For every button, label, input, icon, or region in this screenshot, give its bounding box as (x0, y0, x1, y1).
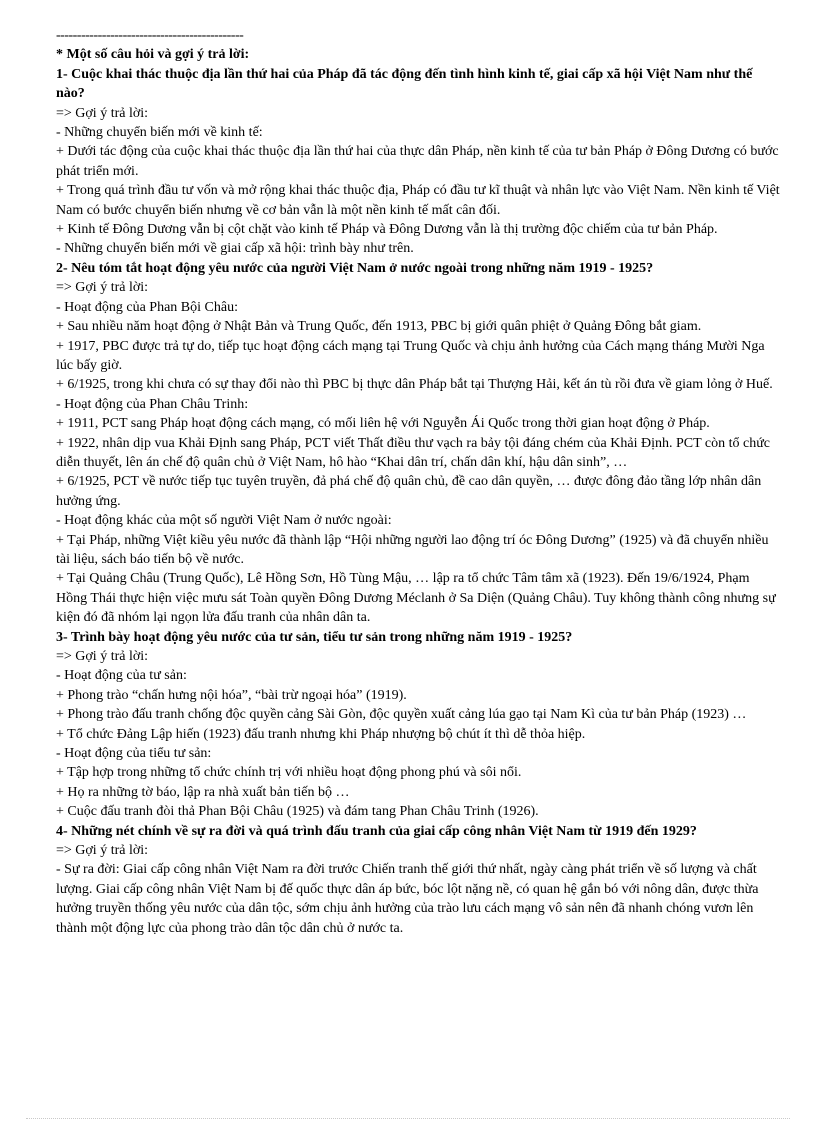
answer-line: + 6/1925, trong khi chưa có sự thay đổi nào thì PBC bị thực dân Pháp bắt tại Thượng Hải, kết án tù rồi đưa về giam lỏng ở Huế. (56, 377, 773, 393)
answer-line: - Những chuyển biến mới về kinh tế: (56, 125, 263, 141)
answer-line: + Tại Quảng Châu (Trung Quốc), Lê Hồng Sơn, Hồ Tùng Mậu, … lập ra tổ chức Tâm tâm xã (1923). Đến 19/6/1924, Phạm Hồng Thái thực hiện việc mưu sát Toàn quyền Đông Dương Méclanh ở Sa Diện (Quảng Châu). Tuy không thành công nhưng sự kiện đó đã nhóm lại ngọn lửa đấu tranh của nhân dân ta. (56, 571, 776, 626)
answer-hint: => Gợi ý trả lời: (56, 105, 149, 121)
answer-line: + 1911, PCT sang Pháp hoạt động cách mạng, có mối liên hệ với Nguyễn Ái Quốc trong thời gian hoạt động ở Pháp. (56, 416, 710, 432)
answer-line: - Hoạt động khác của một số người Việt Nam ở nước ngoài: (56, 513, 392, 529)
answer-line: - Sự ra đời: Giai cấp công nhân Việt Nam ra đời trước Chiến tranh thế giới thứ nhất, ngày càng phát triển về số lượng và chất lượng. Giai cấp công nhân Việt Nam bị đế quốc thực dân áp bức, bóc lột nặng nề, có quan hệ gắn bó với nông dân, được thừa hưởng truyền thống yêu nước của dân tộc, sớm chịu ảnh hưởng của trào lưu cách mạng vô sản nên đã nhanh chóng vươn lên thành một động lực của phong trào dân tộc dân chủ ở nước ta. (56, 862, 759, 936)
answer-line: + 1917, PBC được trả tự do, tiếp tục hoạt động cách mạng tại Trung Quốc và chịu ảnh hưởng của Cách mạng tháng Mười Nga lúc bấy giờ. (56, 338, 765, 373)
answer-line: + 6/1925, PCT về nước tiếp tục tuyên truyền, đả phá chế độ quân chủ, đề cao dân quyền, … được đông đảo tầng lớp nhân dân hưởng ứng. (56, 474, 762, 509)
question-4: 4- Những nét chính về sự ra đời và quá trình đấu tranh của giai cấp công nhân Việt Nam từ 1919 đến 1929? (56, 823, 697, 839)
document-page (56, 26, 780, 938)
separator-line: --------------------------------------------- (56, 28, 244, 43)
question-3: 3- Trình bày hoạt động yêu nước của tư sản, tiểu tư sản trong những năm 1919 - 1925? (56, 629, 573, 645)
answer-line: + Sau nhiều năm hoạt động ở Nhật Bản và Trung Quốc, đến 1913, PBC bị giới quân phiệt ở Quảng Đông bắt giam. (56, 319, 702, 335)
answer-line: + Phong trào đấu tranh chống độc quyền cảng Sài Gòn, độc quyền xuất cảng lúa gạo tại Nam Kì của tư bản Pháp (1923) … (56, 707, 747, 723)
answer-line: + Kinh tế Đông Dương vẫn bị cột chặt vào kinh tế Pháp và Đông Dương vẫn là thị trường độc chiếm của tư bản Pháp. (56, 222, 718, 238)
answer-line: + Trong quá trình đầu tư vốn và mở rộng khai thác thuộc địa, Pháp có đầu tư kĩ thuật và nhân lực vào Việt Nam. Nền kinh tế Việt Nam có bước chuyển biến nhưng về cơ bản vẫn là một nền kinh tế mất cân đối. (56, 183, 780, 218)
section-heading: * Một số câu hỏi và gợi ý trả lời: (56, 47, 250, 63)
question-2: 2- Nêu tóm tắt hoạt động yêu nước của người Việt Nam ở nước ngoài trong những năm 1919 - 1925? (56, 260, 654, 276)
answer-hint: => Gợi ý trả lời: (56, 843, 149, 859)
answer-line: + Tổ chức Đảng Lập hiến (1923) đấu tranh nhưng khi Pháp nhượng bộ chút ít thì dễ thỏa hiệp. (56, 726, 586, 742)
answer-line: - Những chuyển biến mới về giai cấp xã hội: trình bày như trên. (56, 241, 414, 257)
answer-line: + Họ ra những tờ báo, lập ra nhà xuất bản tiến bộ … (56, 784, 350, 800)
answer-line: + 1922, nhân dịp vua Khải Định sang Pháp, PCT viết Thất điều thư vạch ra bảy tội đáng chém của Khải Định. PCT còn tổ chức diễn thuyết, lên án chế độ quân chủ ở Việt Nam, hô hào “Khai dân trí, chấn dân khí, hậu dân sinh”, … (56, 435, 770, 470)
answer-line: + Tập hợp trong những tổ chức chính trị với nhiều hoạt động phong phú và sôi nổi. (56, 765, 522, 781)
answer-line: - Hoạt động của tiểu tư sản: (56, 746, 212, 762)
page-bottom-border (26, 1118, 790, 1119)
answer-line: + Tại Pháp, những Việt kiều yêu nước đã thành lập “Hội những người lao động trí óc Đông Dương” (1925) và đã chuyển nhiều tài liệu, sách báo tiến bộ về nước. (56, 532, 769, 567)
answer-line: + Cuộc đấu tranh đòi thả Phan Bội Châu (1925) và đám tang Phan Châu Trinh (1926). (56, 804, 539, 820)
answer-hint: => Gợi ý trả lời: (56, 280, 149, 296)
answer-line: + Phong trào “chấn hưng nội hóa”, “bài trừ ngoại hóa” (1919). (56, 687, 407, 703)
answer-line: + Dưới tác động của cuộc khai thác thuộc địa lần thứ hai của thực dân Pháp, nền kinh tế của tư bản Pháp ở Đông Dương có bước phát triển mới. (56, 144, 779, 179)
question-1: 1- Cuộc khai thác thuộc địa lần thứ hai của Pháp đã tác động đến tình hình kinh tế, giai cấp xã hội Việt Nam như thế nào? (56, 66, 753, 102)
answer-line: - Hoạt động của tư sản: (56, 668, 187, 684)
answer-hint: => Gợi ý trả lời: (56, 649, 149, 664)
answer-line: - Hoạt động của Phan Bội Châu: (56, 299, 238, 315)
answer-line: - Hoạt động của Phan Châu Trinh: (56, 396, 249, 412)
